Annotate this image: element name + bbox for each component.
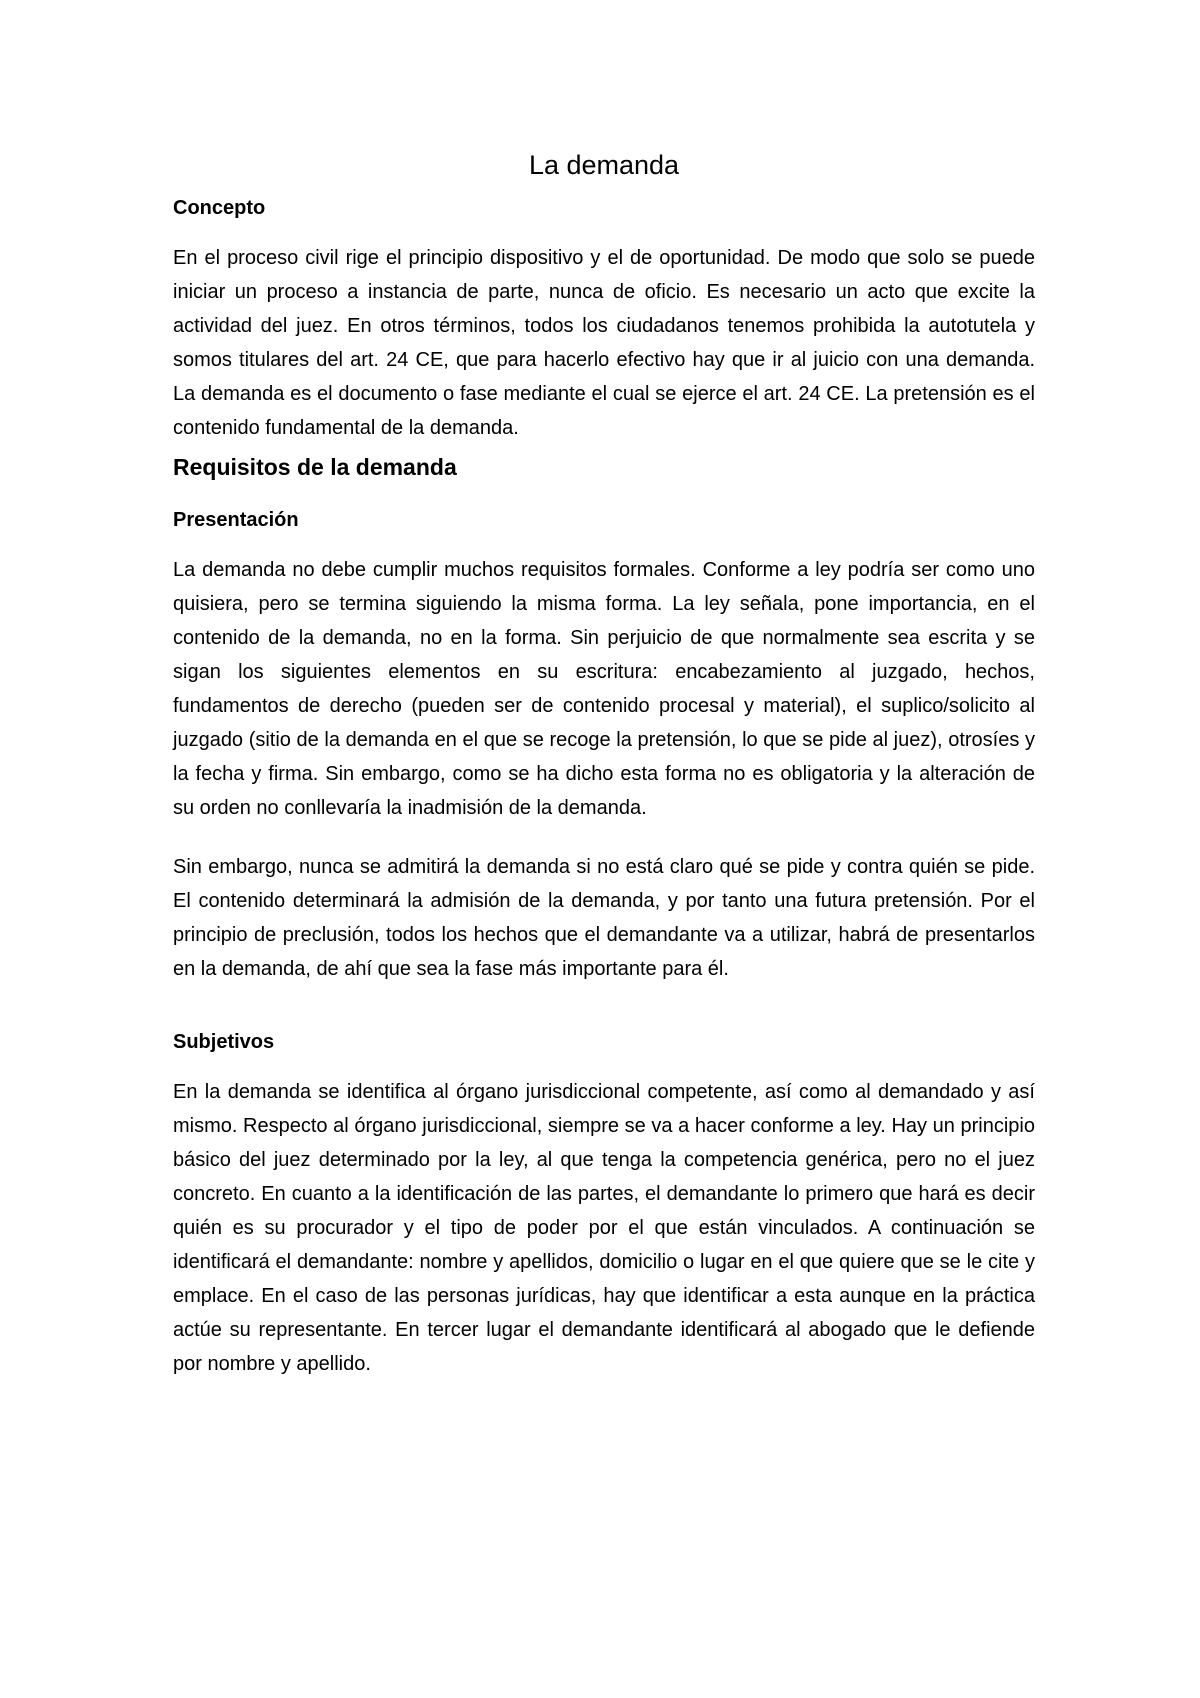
document-title: La demanda bbox=[528, 150, 680, 180]
heading-subjetivos: Subjetivos bbox=[173, 1031, 275, 1053]
paragraph-subjetivos: En la demanda se identifica al órgano jurisdiccional competente, así como al demandado y así mismo. Respecto al órgano jurisdiccional, siempre se va a hacer conforme a ley. Hay un principio básico del juez determinado por la ley, al que tenga la competencia genérica, pero no el juez concreto. En cuanto a la identificación de las partes, el demandante lo primero que hará es decir quién es su procurador y el tipo de poder por el que están vinculados. A continuación se identificará el demandante: nombre y apellidos, domicilio o lugar en el que quiere que se le cite y emplace. En el caso de las personas jurídicas, hay que identificar a esta aunque en la práctica actúe su representante. En tercer lugar el demandante identificará al abogado que le defiende por nombre y apellido. bbox=[173, 1081, 1035, 1375]
paragraph-concepto: En el proceso civil rige el principio dispositivo y el de oportunidad. De modo que solo se puede iniciar un proceso a instancia de parte, nunca de oficio. Es necesario un acto que excite la actividad del juez. En otros términos, todos los ciudadanos tenemos prohibida la autotutela y somos titulares del art. 24 CE, que para hacerlo efectivo hay que ir al juicio con una demanda. La demanda es el documento o fase mediante el cual se ejerce el art. 24 CE. La pretensión es el contenido fundamental de la demanda. bbox=[173, 247, 1035, 439]
heading-presentacion: Presentación bbox=[173, 509, 299, 531]
paragraph-presentacion-1: La demanda no debe cumplir muchos requisitos formales. Conforme a ley podría ser como uno quisiera, pero se termina siguiendo la misma forma. La ley señala, pone importancia, en el contenido de la demanda, no en la forma. Sin perjuicio de que normalmente sea escrita y se sigan los siguientes elementos en su escritura: encabezamiento al juzgado, hechos, fundamentos de derecho (pueden ser de contenido procesal y material), el suplico/solicito al juzgado (sitio de la demanda en el que se recoge la pretensión, lo que se pide al juez), otrosíes y la fecha y firma. Sin embargo, como se ha dicho esta forma no es obligatoria y la alteración de su orden no conllevaría la inadmisión de la demanda. bbox=[173, 559, 1035, 819]
paragraph-presentacion-2: Sin embargo, nunca se admitirá la demanda si no está claro qué se pide y contra quién se pide. El contenido determinará la admisión de la demanda, y por tanto una futura pretensión. Por el principio de preclusión, todos los hechos que el demandante va a utilizar, habrá de presentarlos en la demanda, de ahí que sea la fase más importante para él. bbox=[173, 856, 1035, 980]
heading-concepto: Concepto bbox=[173, 197, 266, 219]
heading-requisitos: Requisitos de la demanda bbox=[173, 454, 457, 480]
